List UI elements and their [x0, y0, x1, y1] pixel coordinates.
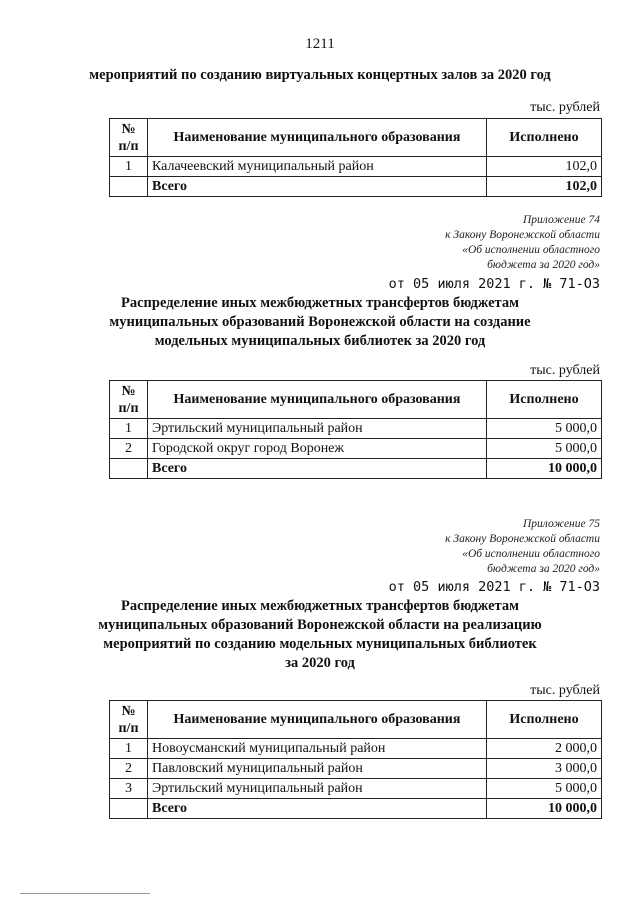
heading-line: муниципальных образований Воронежской области на реализацию	[98, 617, 542, 633]
table-row	[110, 779, 602, 799]
appendix-line: Приложение 75	[522, 518, 600, 530]
col-value-header: Исполнено	[487, 381, 602, 419]
appendix-line: к Закону Воронежской области	[445, 533, 600, 545]
col-name-header: Наименование муниципального образования	[148, 119, 487, 157]
footer-divider	[20, 893, 150, 894]
table-total-row	[110, 459, 602, 479]
total-label: Всего	[148, 799, 487, 819]
row-value: 5 000,0	[487, 439, 602, 459]
heading-line: Распределение иных межбюджетных трансфертов бюджетам	[121, 598, 519, 614]
page-number: 1211	[305, 36, 335, 52]
section1-heading: мероприятий по созданию виртуальных концертных залов за 2020 год	[89, 67, 551, 83]
table-row	[110, 739, 602, 759]
section1-table	[109, 118, 602, 197]
section2-law-ref: от 05 июля 2021 г. № 71-ОЗ	[388, 276, 600, 292]
col-name-header: Наименование муниципального образования	[148, 381, 487, 419]
row-number: 3	[110, 779, 148, 799]
section3-heading	[60, 597, 580, 673]
table-total-row	[110, 799, 602, 819]
row-name: Калачеевский муниципальный район	[148, 157, 487, 177]
section3-law-ref: от 05 июля 2021 г. № 71-ОЗ	[388, 579, 600, 595]
table-header-row	[110, 381, 602, 419]
total-value: 10 000,0	[487, 459, 602, 479]
section2-table	[109, 380, 602, 479]
row-name: Эртильский муниципальный район	[148, 779, 487, 799]
row-name: Эртильский муниципальный район	[148, 419, 487, 439]
row-number: 1	[110, 739, 148, 759]
row-number: 1	[110, 419, 148, 439]
appendix-line: Приложение 74	[522, 214, 600, 226]
appendix-line: бюджета за 2020 год»	[487, 259, 600, 271]
appendix-line: к Закону Воронежской области	[445, 229, 600, 241]
row-value: 102,0	[487, 157, 602, 177]
row-name: Городской округ город Воронеж	[148, 439, 487, 459]
table-header-row	[110, 119, 602, 157]
col-value-header: Исполнено	[487, 701, 602, 739]
row-number: 2	[110, 439, 148, 459]
row-name: Новоусманский муниципальный район	[148, 739, 487, 759]
row-name: Павловский муниципальный район	[148, 759, 487, 779]
section2-appendix	[445, 213, 600, 273]
section3-table	[109, 700, 602, 819]
total-value: 102,0	[487, 177, 602, 197]
row-value: 3 000,0	[487, 759, 602, 779]
heading-line: муниципальных образований Воронежской области на создание	[109, 314, 531, 330]
section3-unit: тыс. рублей	[530, 683, 600, 698]
col-name-header: Наименование муниципального образования	[148, 701, 487, 739]
row-number: 2	[110, 759, 148, 779]
table-row	[110, 419, 602, 439]
total-value: 10 000,0	[487, 799, 602, 819]
total-label: Всего	[148, 459, 487, 479]
table-total-row	[110, 177, 602, 197]
col-number-header: № п/п	[110, 119, 148, 157]
heading-line: за 2020 год	[285, 655, 355, 671]
appendix-line: бюджета за 2020 год»	[487, 563, 600, 575]
section2-heading	[60, 294, 580, 351]
table-row	[110, 157, 602, 177]
table-header-row	[110, 701, 602, 739]
section1-unit: тыс. рублей	[530, 100, 600, 115]
row-value: 2 000,0	[487, 739, 602, 759]
table-row	[110, 439, 602, 459]
total-label: Всего	[148, 177, 487, 197]
heading-line: мероприятий по созданию модельных муниципальных библиотек	[103, 636, 537, 652]
appendix-line: «Об исполнении областного	[462, 244, 600, 256]
appendix-line: «Об исполнении областного	[462, 548, 600, 560]
section2-unit: тыс. рублей	[530, 363, 600, 378]
col-value-header: Исполнено	[487, 119, 602, 157]
col-number-header: № п/п	[110, 701, 148, 739]
section3-appendix	[445, 517, 600, 577]
heading-line: модельных муниципальных библиотек за 2020 год	[154, 333, 486, 349]
row-number: 1	[110, 157, 148, 177]
row-value: 5 000,0	[487, 419, 602, 439]
col-number-header: № п/п	[110, 381, 148, 419]
table-row	[110, 759, 602, 779]
heading-line: Распределение иных межбюджетных трансфертов бюджетам	[121, 295, 519, 311]
row-value: 5 000,0	[487, 779, 602, 799]
